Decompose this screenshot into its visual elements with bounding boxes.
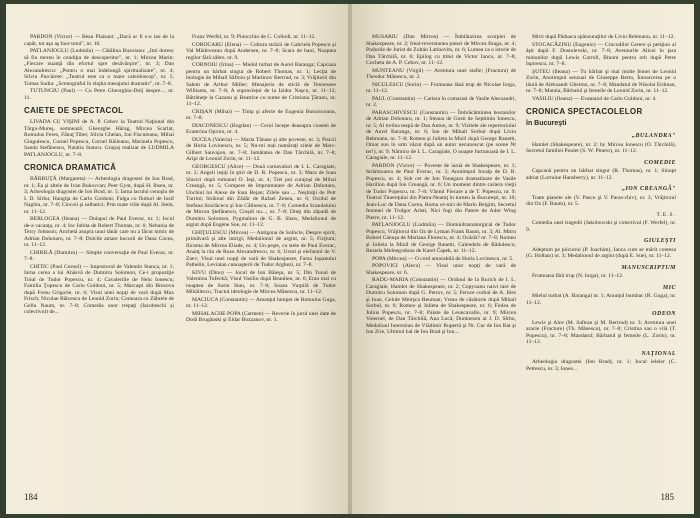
bibliography-entry: Mielul turbat (A. Baranga) nr. 1; Anunţul bumbac (R. Guga), nr. 11–12.	[526, 293, 676, 306]
section-heading: CRONICA DRAMATICĂ	[24, 163, 117, 172]
right-column-1	[366, 34, 516, 337]
bibliography-entry: MIHALACHE POPA (Carmen) — Reverie în jurul unei date de Dodi Brugănski şi Eldar Bozzanov, nr. 1.	[186, 310, 336, 323]
bibliography-entry: CHITIC (Paul Cornel) — Impostorul de Valentin Stanca, nr. 1; Iarna cerea a lui Ahăsvă de Dumitru Solomon, Ce-i propoziţie Toiul de Tudor Popescu, nr. 4; Cavaleriile de Nelu Ionescu; Familia Ţopescu de Carlo Goldoni, nr. 5; Marcaşti din Brezova după Fresu Grigorie, nr. 6; Visul unei nopţi de vară după Max Frisch; Nicolae Bălcescu de Leonid Zorin; Comoara cu Zăbrele de Gellu Naum, nr. 7–8; Comedia unor trepaţi (Iacobeschi şi colectivul) de...	[24, 263, 174, 315]
section-heading: CRONICA SPECTACOLELOR	[526, 107, 643, 116]
bibliography-entry: RADU-MARIA (Constantin) — Ordinul de la Rurich de I. L. Caragiale, Hamlet de Shakespeare, nr. 2; Copyoanu naivi tare de Dumitru Solomon după G. Petrov, nr. 5; Feroce corbul de A. Ilies şi Ioan, Gelule Meirşca Reuman; Vreau de căsătorie după Mihail Sorbul, nr. 6; Romeo şi Julieta de Shakespeare, nr. 6; Fiolea de Julius Popescu, nr. 7–8; Paiate de Leoncavallo, nr. 9; Mircea Voiernel, de Dan Tărchilă, Ana Lucă; Dumnezeu ai J. D. Sîrbu, Medalionl Iuterezian de Vlădimir Rupertă şi Nr. Cur de Ion Bat şi Ion Zrie, Ultimul bal de Ion Brad şi Ion...	[366, 277, 516, 335]
bibliography-entry: PARDON (Victor) — Beau Plaisant: „Dacă ar fi s-o iau de la capăt, tot aşa aş face totul", nr. 10.	[24, 34, 174, 47]
theatre-heading: NAŢIONAL	[641, 350, 676, 357]
bibliography-entry: Comedia unei tragedii (Jakobowski şi colectivul (F. Werfel), nr. 9.	[526, 220, 676, 233]
bibliography-entry: PARASCHIVESCU (Constantin) — Îmbrăcămintea bostanilor de Adrian Dohotaru, nr. 1; Steaua de Gosti de Septimiu Ionescu, nr. 5; Al treilea teapă de Dan Anton, nr. 9; Vizitele ale repertoriului de Aurel Baranga, nr. 6; Ion de Mihail Sorbul după Liviu Rebreanu, nr. 7–8; Romeo şi Julieta la Mizil după George Ranetti, Omar suu în urm văzut după un autor necunoscut (pe scene Nt ter!), nr. 9; Nămico de I. L. Caragiale, O noapte furtunoasă de I. L. Caragiale, nr. 11–12.	[366, 109, 516, 161]
book-spread	[6, 4, 694, 514]
bibliography-entry: CHIRILĂ (Dumitru) — Simple conversaţie de Paul Everac, nr. 7–8.	[24, 249, 174, 262]
theatre-heading: T.E.S.	[656, 211, 676, 218]
subsection-heading: în Bucureşti	[526, 120, 567, 127]
bibliography-entry: Capcană pentru un bărbat singur (R. Thomas), nr. 1; Sinopt adriat (Lorraine Hansberry), nr. 11–12.	[526, 168, 676, 181]
left-column-1	[24, 34, 174, 317]
bibliography-entry: CORNOIU (Irina) — Mielul turbat de Aurel Baranga; Capcana pentru un bărbat singur de Robert Thomas, nr. 1; Lecţia de biologie de Mihail Săftoiu şi Martinov Bertrud, nr. 3; Vrăjitorii din Salem de Arthur Miller; Menajeria de sticlă de Tennessee Williams, nr. 7–8; A supraviețui de la Izidor Naşcu, nr. 11–12; Bătrâneţe la Cazanu şi Beatrice cu nume de Cristiana Ţăranu, nr. 11–12.	[186, 62, 336, 107]
bibliography-entry: GHIŢULESCU (Mircea) — Antigona de Sofocle, Despre spirit, primăvară şi alte intrigi; Medalionul de argint, nr. 5; Ficţiuni; Ilicenta de Mircea Eliade, nr. 4; Un peşte, cu stele de Paul Everac, Ananţ la râu de Rusu Alexandrescu, nr. 6; Ursul şi elefantul de V. Zaev; Visul unei nopţi de vară de Shakespeare, Farsa Jupanului Pathelin, Leviatan cunoaşterii de Tudor Arghezi, nr. 7–8.	[186, 229, 336, 268]
bibliography-entry: GEORGESCU (Alice) — Două carnavaluri de I. L. Caragiale, nr. 2; Angeli ieşiţi în ştiri de D. R. Popescu, nr. 3; Mara de Ioan Slavici după romanul O. Ieşi, nr. 4; Trei pui curajoşi de Mihai Creangă, nr. 5; Compere de împrumutare de Adrian Dohotaru, Unchiul lui Alexe de Ioan Bejan; Zilele sau ... Neştiuţii de Petr Turrini; Străinul din Zădăr de Rafael Zenea, nr. 6; Ocolul de Stefana Stoclăcecu şi Ion Călinescu, nr. 7–8; Comedia Scandalului de Mircea Ştefănescu, Ciuşdi nu..., nr. 7–8; Dinţi din zăpadă de Dumitru Solomon, Pygmalion de G. B. Shaw, Medalionul de argint după Eugène Sue, nr. 11–12.	[186, 163, 336, 228]
bibliography-entry: CRIŞAN (Mihai) — Timp şi afecte de Eugenia Busuioceanu, nr. 7–8.	[186, 108, 336, 121]
bibliography-entry: Lewis şi Alce (M. Saftran şi M. Bertrud) nr. 3; Aventura unei aracie (Fracture) (Th. Mănescu), nr. 7–8; Cristina sau o vilă (T. Popescu), nr. 7–8; Mandatul; Bărbatul şi femeile (L. Zorin), nr. 11–12.	[526, 319, 676, 345]
bibliography-entry: DIACONESCU (Bogdan) — Cerul începe deasupra coastei de Ecaterina Oproiu, nr. 4.	[186, 122, 336, 135]
left-column-2	[186, 34, 336, 325]
theatre-heading: COMEDIE	[644, 159, 676, 166]
right-column-2	[526, 34, 676, 373]
theatre-heading: „ION CREANGĂ"	[621, 186, 676, 192]
bibliography-entry: POPOVICI (Alecu) — Visul unor nopţi de vară de Shakespeare, nr. 6.	[366, 263, 516, 276]
bibliography-entry: MUSARIU (Dan Mircea) — Îmblânzirea scorpiei de Shakespeare, nr. 2; Ireal-reversiunea piesei de Mircea Braga, nr. 4; Podurile de Jurist de Zoltán Latinovits, nr. 6; Lumea ca o istorie de Dan Tărchilă, nr. 6; Epilog cu titlul de Victor Iancu, nr. 7–8; Cocheta de A. P. Cehov, nr. 11–12.	[366, 34, 516, 66]
bibliography-entry: Arheologia dragostei (Ion Brad), nr. 1; Jocul ielelor (C. Petrescu, nr. 3; Iones...	[526, 359, 676, 372]
bibliography-entry: NICULESCU (Sorin) — Frumoasa lână trup de Nicolae Iorga, nr. 11–12.	[366, 81, 516, 94]
bibliography-entry: LIVADA CU VIŞINI de A. P. Cehov la Teatrul Naţional din Târgu-Mureş, semnează: Gheorghe Hărag, Mircea Scarlat, Romulus Feres, Fănuţ Tiber, Silvia Ghelan, Ion Fiscuteanu, Mihai Gingulescu, Cornel Popescu, Cornel Răileanu, Marinela Popescu, Sanda Stefănescu, Natalia Stancu. Grupaj realizat de LUDMILA PATLANJOGLU, nr. 7–8.	[24, 119, 174, 158]
bibliography-entry: Frumoasa fără trup (N. Iorga), nr. 11–12.	[532, 273, 624, 279]
bibliography-entry: DUCEA (Valeria) — Maria Tănase şi alte poveste, nr. 3; Pisicii de Horia Lovinescu, nr. 5; Nu-mi mai număraţi zilele de Marc-Gilbert Sauvajon, nr. 7–8; Jumătatea de Dan Tărchilă, nr. 7–8; Aripi de Leonid Zorin, nr. 11–12.	[186, 136, 336, 162]
bibliography-entry: PATLANJOGLU (Ludmila) — Domnidramaturgical de Tudor Popescu, Vrăjitorul din Oz de Lyman Frank Baum, nr. 3; Al. Mitru Bobrel Cănuşa de Mariana Florescu, nr. 4; Ocărât? nr. 7–8; Romeo şi Julieta la Mizil de George Ranetti, Calendela de Rădulescu; Rezeda Melnegoduna de Karel Čapek, nr. 11–12.	[366, 222, 516, 254]
theatre-heading: GIULEŞTI	[643, 238, 676, 244]
bibliography-entry: Hamlet (Shakespeare), nr. 2; by Mircea Ionescu (O. Tărchilă), Secretul familiei Poulet (S. W. Pinero), nr. 11–12.	[526, 141, 676, 154]
bibliography-entry: Adeptum pe piiciorui (P. Ioachim), Ianca cum se mărit contesa (G. Holban) nr. 3; Medalionul de argint (după E. Sue), nr. 11–12.	[526, 246, 676, 259]
theatre-heading: MANUSCRIPTUM	[621, 264, 676, 271]
bibliography-entry: POPA (Mircea) — O cord amorabilă de Horia Lovinescu, nr. 5.	[372, 255, 514, 262]
bibliography-entry: MUNTEANU (Virgil) — Aventura unei stafie; (Fractura) de Theodor Mănescu, nr. 2.	[366, 67, 516, 80]
page-number-right: 185	[660, 492, 674, 502]
bibliography-entry: ŞUTEU (Ileana) — Tu bărbat şi mai multe femei de Leonid Zorin, Anotimpul senzual de Giuseppe Berto, Întoarcerea pe o lăură de Aleksandr Gheimn, nr. 7–8; Mandatul de Nikolai Erdman, nr. 7–8; Mantia, Bărbatul şi femeile de Leonid Zorin, nr. 11–12.	[526, 68, 676, 94]
page-number-left: 184	[24, 492, 38, 502]
bibliography-entry: PAUL (Constantin) — Cariera în comarasi de Vasile Alecsandri, nr. 2.	[366, 95, 516, 108]
bibliography-entry: COROCARU (Elena) — Cultura străzii de Gabriela Popescu şi Val Mădoveanu după Andersen, nr. 7–8; Scara de bani, Noaptea regilor fără zâbre, nr. 9.	[186, 41, 336, 61]
bibliography-entry: TUTUNGIU (Paul) — Cu Petre Gheorghiu-Dolj despre..., nr. 11.	[24, 88, 174, 101]
bibliography-entry: Franz Werfel, nr. 9; Pinocchio de C. Collodi, nr. 11–12.	[192, 34, 316, 40]
section-heading: CAIETE DE SPECTACOL	[24, 106, 124, 115]
bibliography-entry: KIVU (Dinu) — Jocul de Ion Băieşu, nr. 5; Din Tunul de Valentina Tufeckă; Visul Vasiliu după Beaulieu, nr. 6; Erau mai cu noaptea de Sorin Stan, nr. 7–8; Sozea Vurpilă de Tudor Mihăilescu, Tractul ideologie de Mircea Mănescu, nr. 11–12.	[186, 269, 336, 295]
book-gutter	[348, 4, 352, 514]
bibliography-entry: Mirri după Păduaca spânzuraţilor de Liviu Rebreanu, nr. 11–12.	[532, 34, 675, 40]
bibliography-entry: PARDON (Victor) — Poveste de iarnă de Shakespeare, nr. 1; Strâmtoarea de Paul Everac, nr. 3; Anotimpul Incalp de D. R. Popescu, nr. 4; Sub cer de Ion Tonegaru dramatizare de Vasile Harillon după Ion Creangă, nr. 6; Un moment dintre cariera vieţii de Tudor Popescu, nr. 7–8; Vântul Fiecare a de T. Popescu, nr. 9; Teatrul Tinereţului din Piatra-Neamţ în turneu la București, nr. 10; Jean-Luc de Dana Cocea, Roma ce-nici de Marin Belgim, Secretul femmei de Trolgor Aristi, Nici fugi din Patere de Ador Wing Pierre, nr. 11–12.	[366, 162, 516, 221]
bibliography-entry: STOCACĂZINU (Eugenio) — Crocodilul Cerere şi petiţion al ăşit după F. Dostoievski, nr. 7–8; Aventurile Alicei în ţara minunilor după Lewis Carroll, Binom pentru orb după Petre Ispirescu, nr. 7–8.	[526, 41, 676, 67]
bibliography-entry: BĂRBUŢĂ (Margareta) — Arheologia dragostei de Ion Brad, nr. 1; Ea şi altele de Ivan Bukovcan; Peer Gynt, după H. Ibsen, nr. 3; Arheologia dragostei de Ion Brad, nr. 5; Iarna lacului cenuşiu de I. D. Sîrbu; Hangiţa de Carlo Goldoni; Fulga cu flutturi de Iosif Naghiu, nr. 7–8; Ciocoii şi salbatici; Prin toate viile după Al. Stein, nr. 11–12.	[24, 176, 174, 215]
theatre-heading: MIC	[662, 284, 676, 291]
left-page	[6, 4, 350, 514]
theatre-heading: ODEON	[652, 311, 676, 317]
theatre-heading: „BULANDRA"	[631, 133, 676, 139]
bibliography-entry: VASILIU (Ileana) — Evantaiul de Carlo Goldoni, nr. 4.	[532, 95, 657, 102]
bibliography-entry: BERLOGEA (Ileana) — Dulapul de Paul Everac, nr. 1; Jocul de-a vacanţa, nr. 4; Ioc Iubita de Robert Thomas, nr. 6; Nebunia de Terry Johnson; Anchetă asupra unui tânăr care nu a făcut nimic de Adrian Dohotaru, nr. 7–8; Dulcile amare bucurii de Dana Cocea, nr. 11–12.	[24, 216, 174, 248]
right-page	[350, 4, 694, 514]
bibliography-entry: Toate planete ale (V. Pascu şi V. Paras-chiv), nr. 3; Vrăjitorul din Oz (F. Baum), nr. 5.	[526, 194, 676, 207]
bibliography-entry: PATLANJOGLU (Ludmila) — Cătălina Buzoianu: „Imi doresc să fiu mereu în condiţia de descoperitor", nr. 1; Mircea Marin: „Fiecare nuanţă din efortul spre desăvârşire", nr. 3; Dan Alexandrescu: „Pentru o mai îndelungă spiritualizare", nr. 4; Silviu Purcărete: „Teatrul este ca o mare caleidoscop", nr. 5; Tomas Sudia: „Scenograful în slujba mesajului dramatic", nr. 7–8.	[24, 48, 174, 87]
bibliography-entry: MACIUCA (Constantin) — Amanţul lumpet de Romulus Guga, nr. 11–12.	[186, 296, 336, 309]
